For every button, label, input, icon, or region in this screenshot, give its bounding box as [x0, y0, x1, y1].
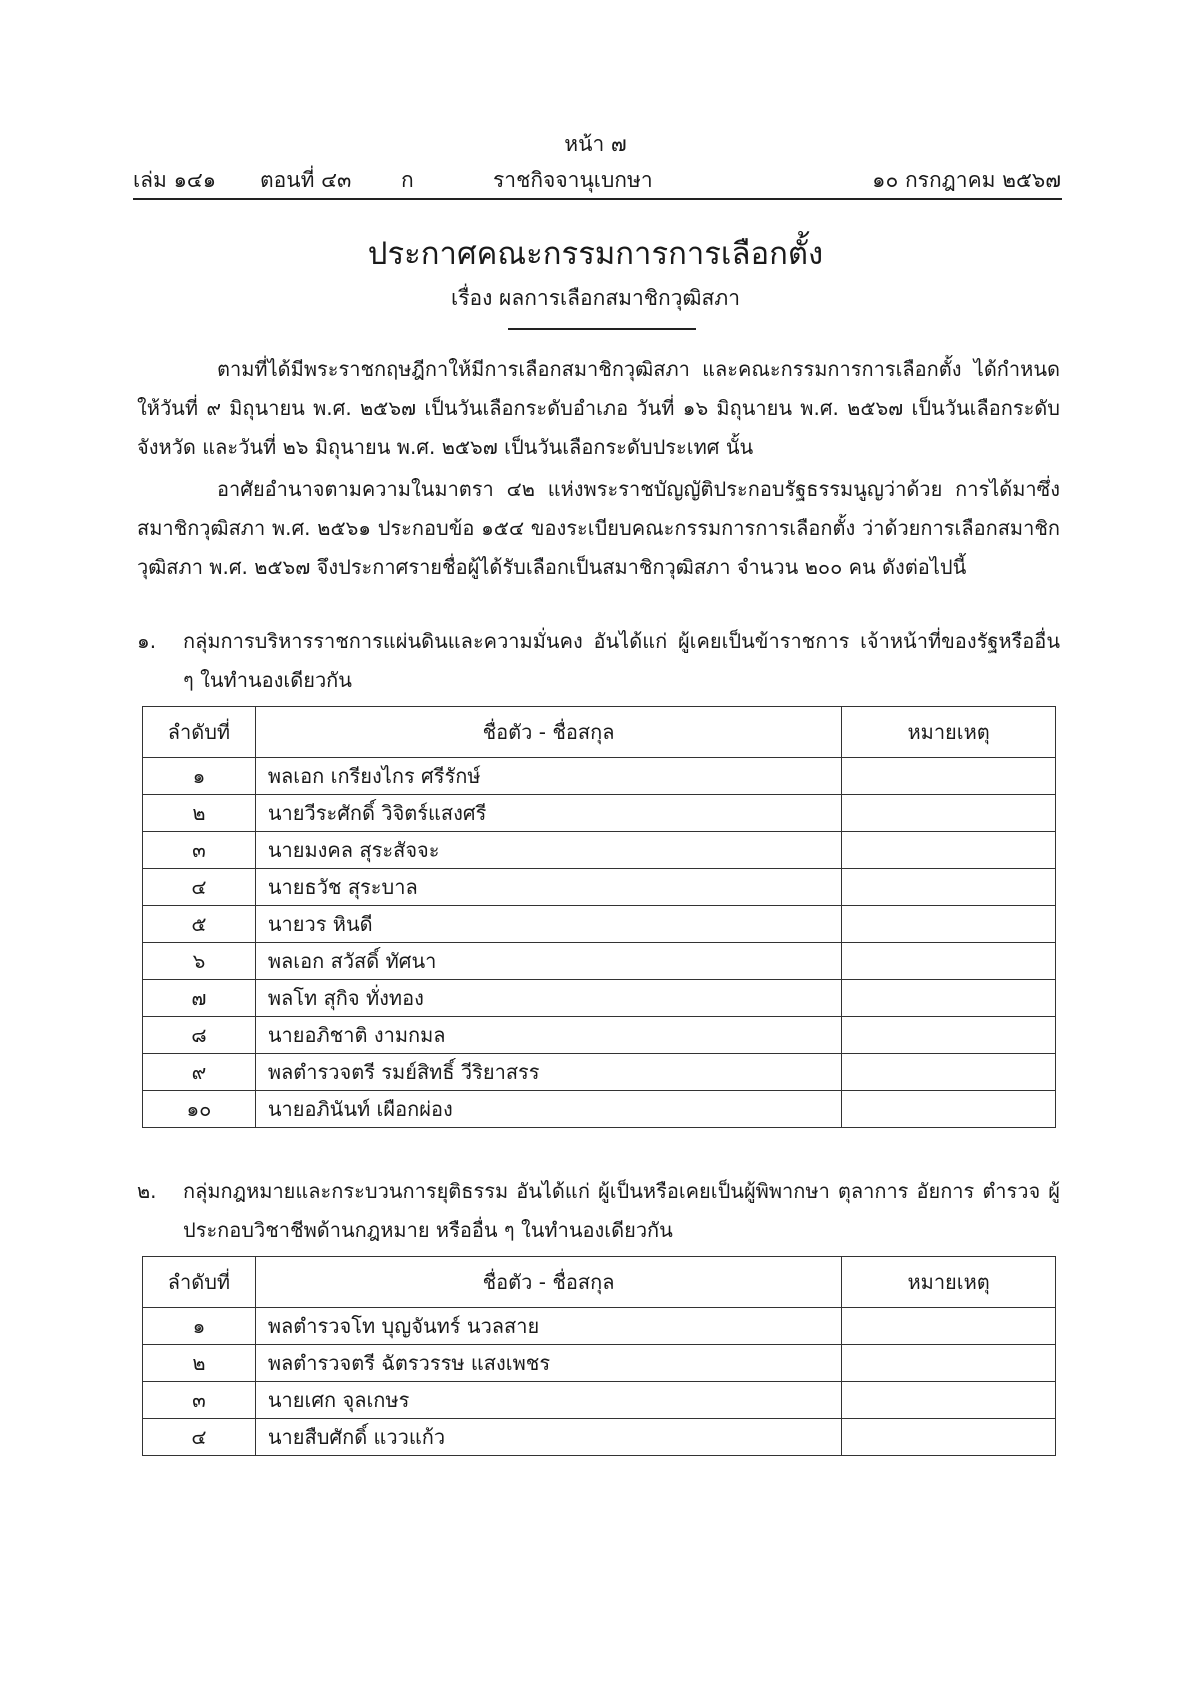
- group-description: กลุ่มการบริหารราชการแผ่นดินและความมั่นคง อันได้แก่ ผู้เคยเป็นข้าราชการ เจ้าหน้าที่ของรัฐหรืออื่น ๆ ในทำนองเดียวกัน: [183, 629, 1060, 692]
- table-row: [143, 943, 1056, 980]
- seq-cell: ๙: [143, 1054, 256, 1091]
- group-number: ๑.: [137, 629, 157, 653]
- name-cell: นายวีระศักดิ์ วิจิตร์แสงศรี: [255, 795, 841, 832]
- publication-date: ๑๐ กรกฎาคม ๒๕๖๗: [872, 168, 1061, 192]
- remark-cell: [842, 1308, 1056, 1345]
- seq-cell: ๓: [143, 832, 256, 869]
- table-row: [143, 869, 1056, 906]
- seq-cell: ๑: [143, 758, 256, 795]
- seq-cell: ๗: [143, 980, 256, 1017]
- title-divider: [508, 328, 696, 330]
- table-row: [143, 1054, 1056, 1091]
- paragraph-authority: อาศัยอำนาจตามความในมาตรา ๔๒ แห่งพระราชบัญญัติประกอบรัฐธรรมนูญว่าด้วย การได้มาซึ่งสมาชิกวุฒิสภา พ.ศ. ๒๕๖๑ ประกอบข้อ ๑๕๔ ของระเบียบคณะกรรมการการเลือกตั้ง ว่าด้วยการเลือกสมาชิกวุฒิสภา พ.ศ. ๒๕๖๗ จึงประกาศรายชื่อผู้ได้รับเลือกเป็นสมาชิกวุฒิสภา จำนวน ๒๐๐ คน ดังต่อไปนี้: [137, 477, 1060, 579]
- page-number: หน้า ๗: [564, 132, 627, 156]
- table-header-row: [143, 707, 1056, 758]
- name-cell: พลโท สุกิจ ทั่งทอง: [255, 980, 841, 1017]
- seq-header: ลำดับที่: [143, 1257, 256, 1308]
- name-cell: พลเอก สวัสดิ์ ทัศนา: [255, 943, 841, 980]
- table-row: [143, 980, 1056, 1017]
- remark-cell: [842, 1091, 1056, 1128]
- remark-cell: [842, 1017, 1056, 1054]
- remark-cell: [842, 758, 1056, 795]
- table-row: [143, 758, 1056, 795]
- seq-cell: ๔: [143, 1419, 256, 1456]
- table-row: [143, 1419, 1056, 1456]
- table-row: [143, 1017, 1056, 1054]
- seq-cell: ๒: [143, 1345, 256, 1382]
- table-row: [143, 1382, 1056, 1419]
- table-row: [143, 1091, 1056, 1128]
- seq-cell: ๒: [143, 795, 256, 832]
- seq-cell: ๕: [143, 906, 256, 943]
- remark-header: หมายเหตุ: [842, 1257, 1056, 1308]
- remark-cell: [842, 1382, 1056, 1419]
- paragraph-preamble: ตามที่ได้มีพระราชกฤษฎีกาให้มีการเลือกสมาชิกวุฒิสภา และคณะกรรมการการเลือกตั้ง ได้กำหนดให้วันที่ ๙ มิถุนายน พ.ศ. ๒๕๖๗ เป็นวันเลือกระดับอำเภอ วันที่ ๑๖ มิถุนายน พ.ศ. ๒๕๖๗ เป็นวันเลือกระดับจังหวัด และวันที่ ๒๖ มิถุนายน พ.ศ. ๒๕๖๗ เป็นวันเลือกระดับประเทศ นั้น: [137, 357, 1060, 459]
- name-header: ชื่อตัว - ชื่อสกุล: [255, 707, 841, 758]
- name-cell: พลตำรวจตรี ฉัตรวรรษ แสงเพชร: [255, 1345, 841, 1382]
- remark-cell: [842, 1345, 1056, 1382]
- table-header-row: [143, 1257, 1056, 1308]
- seq-cell: ๓: [143, 1382, 256, 1419]
- members-table: [142, 706, 1056, 1128]
- header-divider: [133, 198, 1062, 200]
- remark-cell: [842, 906, 1056, 943]
- seq-cell: ๑๐: [143, 1091, 256, 1128]
- group-number: ๒.: [137, 1179, 157, 1203]
- gazette-header: [133, 164, 1061, 194]
- name-cell: พลตำรวจโท บุญจันทร์ นวลสาย: [255, 1308, 841, 1345]
- name-cell: นายมงคล สุระสัจจะ: [255, 832, 841, 869]
- name-cell: นายวร หินดี: [255, 906, 841, 943]
- remark-cell: [842, 1054, 1056, 1091]
- name-cell: นายสืบศักดิ์ แววแก้ว: [255, 1419, 841, 1456]
- remark-header: หมายเหตุ: [842, 707, 1056, 758]
- name-cell: นายอภิชาติ งามกมล: [255, 1017, 841, 1054]
- volume-number: เล่ม ๑๔๑: [133, 168, 217, 192]
- remark-cell: [842, 943, 1056, 980]
- table-row: [143, 832, 1056, 869]
- seq-header: ลำดับที่: [143, 707, 256, 758]
- name-cell: พลตำรวจตรี รมย์สิทธิ์ วีริยาสรร: [255, 1054, 841, 1091]
- name-cell: นายเศก จุลเกษร: [255, 1382, 841, 1419]
- announcement-title: ประกาศคณะกรรมการการเลือกตั้ง: [367, 236, 824, 272]
- remark-cell: [842, 869, 1056, 906]
- name-cell: นายธวัช สุระบาล: [255, 869, 841, 906]
- name-cell: พลเอก เกรียงไกร ศรีรักษ์: [255, 758, 841, 795]
- name-cell: นายอภินันท์ เผือกผ่อง: [255, 1091, 841, 1128]
- remark-cell: [842, 1419, 1056, 1456]
- gazette-name: ราชกิจจานุเบกษา: [493, 168, 653, 192]
- announcement-subject: เรื่อง ผลการเลือกสมาชิกวุฒิสภา: [451, 286, 740, 310]
- remark-cell: [842, 795, 1056, 832]
- seq-cell: ๖: [143, 943, 256, 980]
- remark-cell: [842, 980, 1056, 1017]
- group-description: กลุ่มกฎหมายและกระบวนการยุติธรรม อันได้แก่ ผู้เป็นหรือเคยเป็นผู้พิพากษา ตุลาการ อัยการ ตำรวจ ผู้ประกอบวิชาชีพด้านกฎหมาย หรืออื่น ๆ ในทำนองเดียวกัน: [183, 1179, 1060, 1242]
- section-letter: ก: [401, 168, 414, 192]
- seq-cell: ๔: [143, 869, 256, 906]
- table-row: [143, 906, 1056, 943]
- table-row: [143, 1308, 1056, 1345]
- members-table: [142, 1256, 1056, 1456]
- table-row: [143, 795, 1056, 832]
- table-row: [143, 1345, 1056, 1382]
- issue-number: ตอนที่ ๔๓: [260, 168, 352, 192]
- name-header: ชื่อตัว - ชื่อสกุล: [255, 1257, 841, 1308]
- seq-cell: ๑: [143, 1308, 256, 1345]
- seq-cell: ๘: [143, 1017, 256, 1054]
- remark-cell: [842, 832, 1056, 869]
